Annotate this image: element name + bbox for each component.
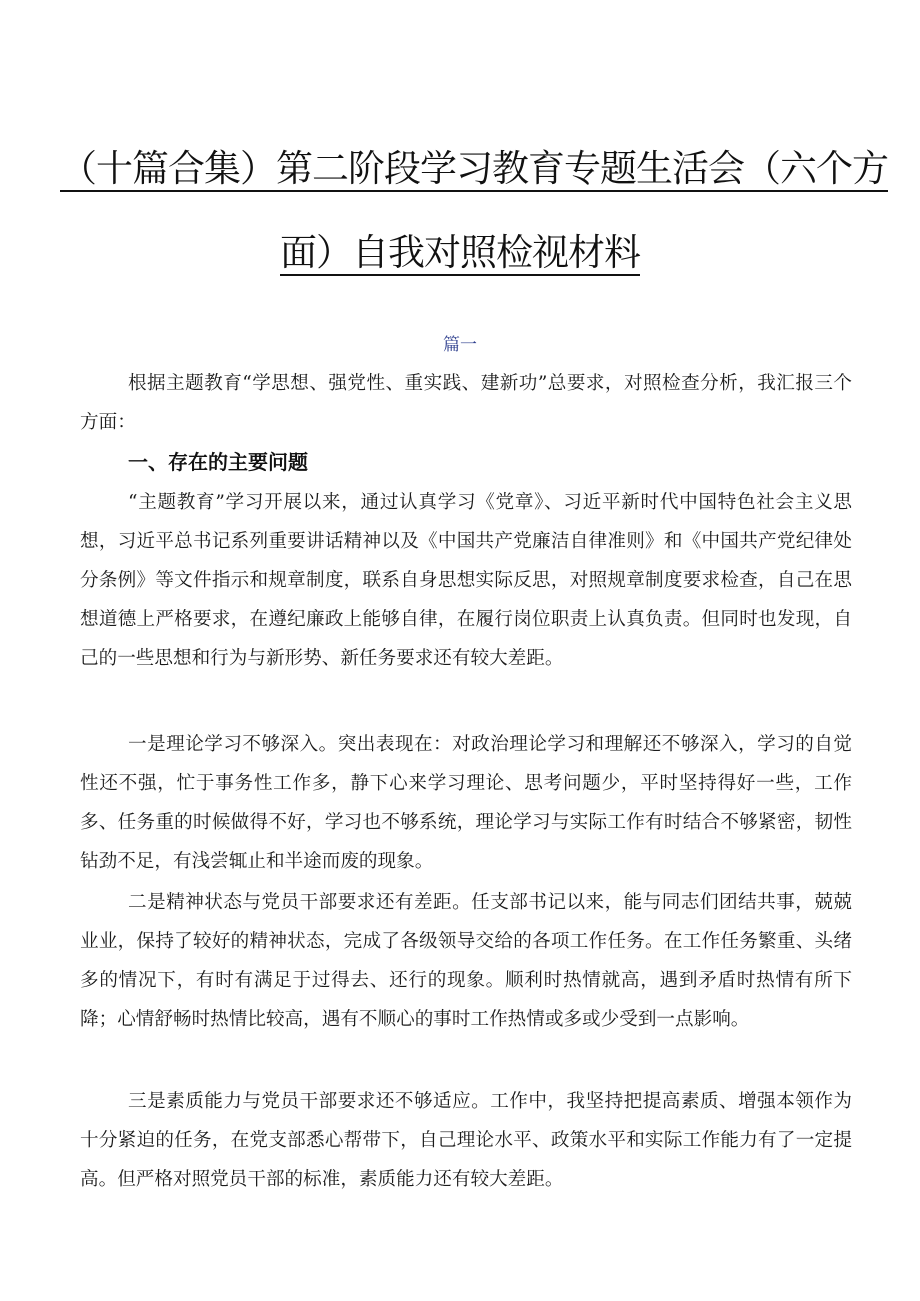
issue-one-paragraph: 一是理论学习不够深入。突出表现在：对政治理论学习和理解还不够深入，学习的自觉性还不强，忙于事务性工作多，静下心来学习理论、思考问题少，平时坚持得好一些，工作多、任务重的时候做得不好，学习也不够系统，理论学习与实际工作有时结合不够紧密，韧性钻劲不足，有浅尝辄止和半途而废的现象。	[80, 734, 852, 872]
document-title-line-1: （十篇合集）第二阶段学习教育专题生活会（六个方	[60, 147, 888, 190]
issue-three-paragraph: 三是素质能力与党员干部要求还不够适应。工作中，我坚持把提高素质、增强本领作为十分紧迫的任务，在党支部悉心帮带下，自己理论水平、政策水平和实际工作能力有了一定提高。但严格对照党员干部的标准，素质能力还有较大差距。	[80, 1091, 852, 1190]
document-title-line-2: 面）自我对照检视材料	[280, 231, 640, 274]
intro-paragraph: 根据主题教育“学思想、强党性、重实践、建新功”总要求，对照检查分析，我汇报三个方面：	[80, 373, 852, 433]
section-label: 篇一	[443, 335, 477, 355]
section-heading: 一、存在的主要问题	[128, 450, 308, 474]
overview-paragraph: “主题教育”学习开展以来，通过认真学习《党章》、习近平新时代中国特色社会主义思想，习近平总书记系列重要讲话精神以及《中国共产党廉洁自律准则》和《中国共产党纪律处分条例》等文件指示和规章制度，联系自身思想实际反思，对照规章制度要求检查，自己在思想道德上严格要求，在遵纪廉政上能够自律，在履行岗位职责上认真负责。但同时也发现，自己的一些思想和行为与新形势、新任务要求还有较大差距。	[80, 492, 852, 669]
issue-two-paragraph: 二是精神状态与党员干部要求还有差距。任支部书记以来，能与同志们团结共事，兢兢业业，保持了较好的精神状态，完成了各级领导交给的各项工作任务。在工作任务繁重、头绪多的情况下，有时有满足于过得去、还行的现象。顺利时热情就高，遇到矛盾时热情有所下降；心情舒畅时热情比较高，遇有不顺心的事时工作热情或多或少受到一点影响。	[80, 892, 852, 1030]
